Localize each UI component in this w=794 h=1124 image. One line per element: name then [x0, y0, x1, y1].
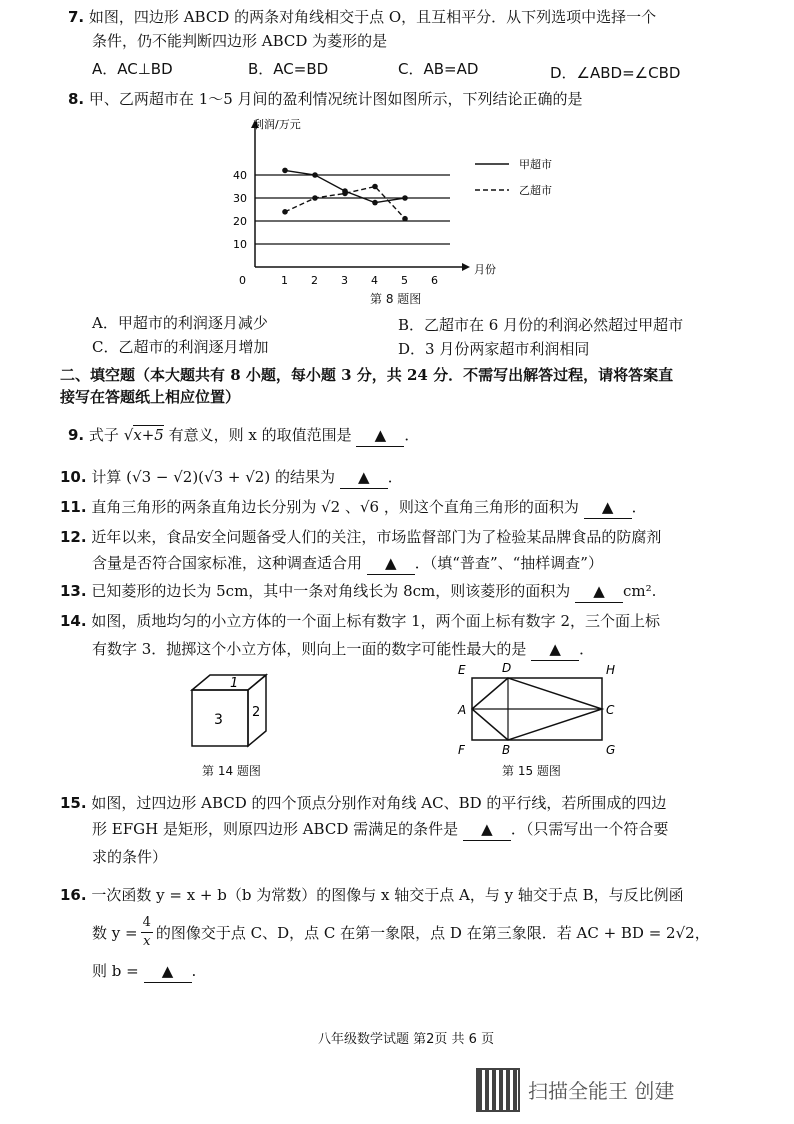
- q14-number: 14.: [60, 612, 87, 630]
- cube-top-face: [192, 675, 266, 690]
- x-tick-label: 0: [239, 274, 246, 287]
- data-point: [282, 209, 288, 215]
- q8-line-chart: [225, 112, 565, 292]
- q12-line1: 近年以来，食品安全问题备受人们的关注，市场监督部门为了检验某品牌食品的防腐剂: [91, 528, 662, 546]
- label-h: H: [606, 663, 616, 677]
- q14-answer-blank[interactable]: ▲: [531, 638, 579, 661]
- q14: [60, 610, 660, 632]
- q8-line1: 甲、乙两超市在 1～5 月间的盈利情况统计图如图所示，下列结论正确的是: [88, 90, 583, 108]
- q16-line2: [92, 914, 710, 951]
- q8-option-b: B．乙超市在 6 月份的利润必然超过甲超市: [398, 316, 684, 334]
- q10-end: ．: [387, 468, 403, 486]
- q11-end: ．: [631, 498, 647, 516]
- y-axis-label: 利润/万元: [253, 118, 301, 131]
- data-point: [372, 200, 378, 206]
- q10-answer-blank[interactable]: ▲: [340, 466, 388, 489]
- q9-number: 9.: [68, 426, 85, 444]
- y-tick-label: 10: [233, 238, 247, 251]
- data-point: [282, 168, 288, 174]
- rectangle-figure: [450, 660, 630, 760]
- y-tick-label: 30: [233, 192, 247, 205]
- section2-heading-line2: 接写在答题纸上相应位置）: [60, 388, 241, 406]
- q7-number: 7.: [68, 8, 85, 26]
- q8-caption: 第 8 题图: [370, 292, 422, 306]
- q14-caption: 第 14 题图: [202, 764, 261, 778]
- label-a: A: [458, 703, 467, 717]
- q7-line2: 条件，仍不能判断四边形 ABCD 为菱形的是: [92, 32, 388, 50]
- cube-front-number: 3: [214, 712, 223, 728]
- q12-answer-blank[interactable]: ▲: [367, 552, 415, 575]
- x-tick-label: 3: [341, 274, 348, 287]
- x-tick-label: 1: [281, 274, 288, 287]
- q11-answer-blank[interactable]: ▲: [584, 496, 632, 519]
- label-f: F: [458, 743, 465, 757]
- q12-line2-end: ．（填“普查”、“抽样调查”）: [414, 554, 603, 572]
- q8-option-c: C．乙超市的利润逐月增加: [92, 338, 269, 356]
- q9-radical: √x+5: [123, 426, 164, 444]
- qr-code-icon: [476, 1068, 520, 1112]
- label-d: D: [502, 661, 512, 675]
- q7-option-d: D．∠ABD=∠CBD: [550, 64, 681, 82]
- q8: [68, 88, 583, 110]
- q7: [68, 6, 656, 28]
- q10-expression: (√3 − √2)(√3 + √2): [126, 468, 271, 486]
- scanner-watermark: 扫描全能王 创建: [528, 1079, 675, 1103]
- q10-pre: 计算: [91, 468, 122, 486]
- q15-number: 15.: [60, 794, 87, 812]
- y-tick-label: 40: [233, 169, 247, 182]
- q15-line2: [92, 818, 668, 841]
- cube-top-number: 1: [230, 676, 239, 691]
- q13-answer-blank[interactable]: ▲: [575, 580, 623, 603]
- chart-series: [282, 168, 408, 222]
- data-point: [402, 195, 408, 201]
- q14-line1: 如图，质地均匀的小立方体的一个面上标有数字 1，两个面上标有数字 2，三个面上标: [91, 612, 660, 630]
- q16: [60, 884, 684, 906]
- q16-number: 16.: [60, 886, 87, 904]
- q8-option-d: D．3 月份两家超市利润相同: [398, 340, 590, 358]
- label-e: E: [458, 663, 466, 677]
- q15-line2-end: ．（只需写出一个符合要: [510, 820, 669, 838]
- data-point: [372, 184, 378, 190]
- q7-option-c: C．AB=AD: [398, 60, 479, 78]
- cube-side-number: 2: [252, 705, 261, 720]
- q15: [60, 792, 666, 814]
- x-tick-label: 4: [371, 274, 378, 287]
- section2-heading: 二、填空题（本大题共有 8 小题，每小题 3 分，共 24 分．不需写出解答过程，请将答案直: [60, 366, 674, 384]
- q15-line3: 求的条件）: [92, 848, 168, 866]
- q15-caption: 第 15 题图: [502, 764, 561, 778]
- page-footer: 八年级数学试题 第2页 共 6 页: [318, 1032, 495, 1047]
- q7-line1: 如图，四边形 ABCD 的两条对角线相交于点 O，且互相平分．从下列选项中选择一个: [88, 8, 657, 26]
- q16-line2-post: 的图像交于点 C、D，点 C 在第一象限，点 D 在第三象限．若 AC + BD = 2√2，: [155, 923, 710, 942]
- q9-pre: 式子: [88, 426, 119, 444]
- q16-fraction: [141, 914, 153, 951]
- q9-radicand: x+5: [133, 426, 164, 444]
- q8-option-a: A．甲超市的利润逐月减少: [92, 314, 268, 332]
- q12-line2: [92, 552, 603, 575]
- q14-line2: [92, 638, 594, 661]
- q13-unit: cm².: [623, 582, 657, 600]
- legend-label: 乙超市: [519, 184, 552, 197]
- x-tick-label: 2: [311, 274, 318, 287]
- q10-post: 的结果为: [274, 468, 335, 486]
- q12-number: 12.: [60, 528, 87, 546]
- chart-axes: [233, 117, 496, 287]
- q7-option-b: B．AC=BD: [248, 60, 329, 78]
- chart-legend: [475, 157, 552, 197]
- q11-text: 直角三角形的两条直角边长分别为 √2 、√6 ，则这个直角三角形的面积为: [91, 498, 579, 516]
- q12-line2-text: 含量是否符合国家标准，这种调查适合用: [92, 554, 363, 572]
- x-axis-arrow: [462, 263, 470, 271]
- q11-number: 11.: [60, 498, 87, 516]
- cube-figure: [186, 672, 276, 752]
- q14-end: ．: [579, 640, 595, 658]
- q9-answer-blank[interactable]: ▲: [356, 424, 404, 447]
- q16-line1: 一次函数 y = x + b（b 为常数）的图像与 x 轴交于点 A，与 y 轴交于点 B，与反比例函: [91, 886, 684, 904]
- label-g: G: [606, 743, 616, 757]
- q15-line1: 如图，过四边形 ABCD 的四个顶点分别作对角线 AC、BD 的平行线，若所围成的四边: [91, 794, 667, 812]
- q16-fraction-numerator: 4: [141, 914, 153, 933]
- label-c: C: [606, 703, 615, 717]
- q16-line2-pre: 数 y =: [92, 923, 138, 942]
- q15-line2-text: 形 EFGH 是矩形，则原四边形 ABCD 需满足的条件是: [92, 820, 459, 838]
- label-b: B: [502, 743, 511, 757]
- y-tick-label: 20: [233, 215, 247, 228]
- q13-text: 已知菱形的边长为 5cm，其中一条对角线长为 8cm，则该菱形的面积为: [91, 582, 571, 600]
- data-point: [342, 191, 348, 197]
- q10-number: 10.: [60, 468, 87, 486]
- q8-number: 8.: [68, 90, 85, 108]
- q16-answer-blank[interactable]: ▲: [144, 960, 192, 983]
- data-point: [312, 195, 318, 201]
- q9: [68, 424, 419, 447]
- q16-fraction-denominator: x: [143, 934, 151, 949]
- legend-label: 甲超市: [519, 158, 552, 171]
- q13-number: 13.: [60, 582, 87, 600]
- data-point: [312, 172, 318, 178]
- x-tick-label: 5: [401, 274, 408, 287]
- q13: [60, 580, 656, 603]
- q12: [60, 526, 661, 548]
- q15-answer-blank[interactable]: ▲: [463, 818, 511, 841]
- q9-post: 有意义，则 x 的取值范围是: [168, 426, 352, 444]
- q7-option-a: A．AC⊥BD: [92, 60, 173, 78]
- data-point: [402, 216, 408, 222]
- q16-line3: 则 b = ▲ .: [92, 960, 196, 983]
- q10: [60, 466, 403, 489]
- x-axis-label: 月份: [474, 263, 496, 276]
- q11: [60, 496, 647, 519]
- q16-line3-text: 则 b =: [92, 962, 139, 980]
- q9-end: ．: [404, 426, 420, 444]
- x-tick-label: 6: [431, 274, 438, 287]
- q14-line2-text: 有数字 3．抛掷这个小立方体，则向上一面的数字可能性最大的是: [92, 640, 527, 658]
